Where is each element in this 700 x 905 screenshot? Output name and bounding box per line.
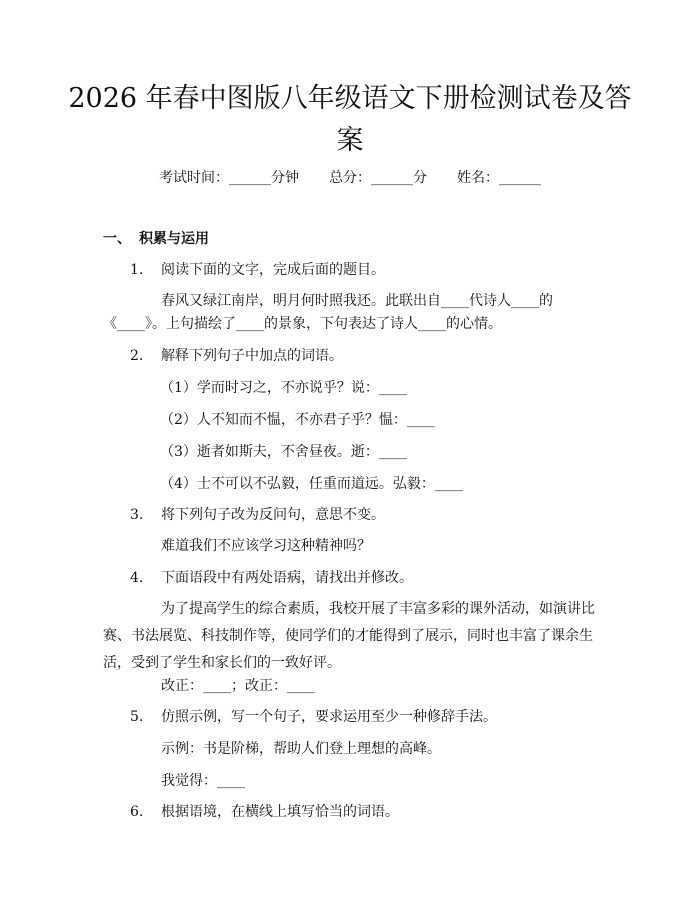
section-title: 积累与运用 xyxy=(139,231,209,247)
question-1 xyxy=(130,260,385,280)
q1-line-1: 春风又绿江南岸，明月何时照我还。此联出自____代诗人____的 xyxy=(161,293,553,309)
question-number: 1. xyxy=(130,262,144,278)
question-number: 3. xyxy=(130,507,144,523)
q2-item-3: （3）逝者如斯夫，不舍昼夜。逝：____ xyxy=(160,444,407,460)
question-4 xyxy=(130,568,413,588)
question-number: 4. xyxy=(130,570,144,586)
question-stem: 仿照示例，写一个句子，要求运用至少一种修辞手法。 xyxy=(161,709,497,725)
question-stem: 阅读下面的文字，完成后面的题目。 xyxy=(161,262,385,278)
question-stem: 下面语段中有两处语病，请找出并修改。 xyxy=(161,570,413,586)
student-name: 姓名：______ xyxy=(457,170,541,186)
question-6 xyxy=(130,802,399,822)
question-number: 2. xyxy=(130,348,144,364)
question-stem: 根据语境，在横线上填写恰当的词语。 xyxy=(161,804,399,820)
question-number: 6. xyxy=(130,804,144,820)
q2-item-4: （4）士不可以不弘毅，任重而道远。弘毅：____ xyxy=(160,476,463,492)
question-5 xyxy=(130,707,497,727)
exam-time: 考试时间：______分钟 xyxy=(159,170,299,186)
q4-answer: 改正：____；改正：____ xyxy=(161,678,315,694)
exam-meta xyxy=(0,168,700,188)
q5-example: 示例：书是阶梯，帮助人们登上理想的高峰。 xyxy=(161,741,441,757)
q1-line-2: 《____》。上句描绘了____的景象，下句表达了诗人____的心情。 xyxy=(103,316,502,332)
question-2 xyxy=(130,346,343,366)
total-score: 总分：______分 xyxy=(329,170,427,186)
question-stem: 将下列句子改为反问句，意思不变。 xyxy=(161,507,385,523)
q3-sentence: 难道我们不应该学习这种精神吗？ xyxy=(161,538,371,554)
q5-answer: 我觉得：____ xyxy=(161,773,245,789)
question-number: 5. xyxy=(130,709,144,725)
question-3 xyxy=(130,505,385,525)
page-title: 2026 年春中图版八年级语文下册检测试卷及答案 xyxy=(68,83,632,156)
q2-item-2: （2）人不知而不愠，不亦君子乎？愠：____ xyxy=(160,412,435,428)
section-heading xyxy=(103,228,209,248)
q2-item-1: （1）学而时习之，不亦说乎？说：____ xyxy=(160,380,407,396)
section-number: 一、 xyxy=(103,231,131,247)
q4-passage: 为了提高学生的综合素质，我校开展了丰富多彩的课外活动，如演讲比赛、书法展览、科技制作等，使同学们的才能得到了展示，同时也丰富了课余生活，受到了学生和家长们的一致好评。 xyxy=(103,601,595,671)
question-stem: 解释下列句子中加点的词语。 xyxy=(161,348,343,364)
